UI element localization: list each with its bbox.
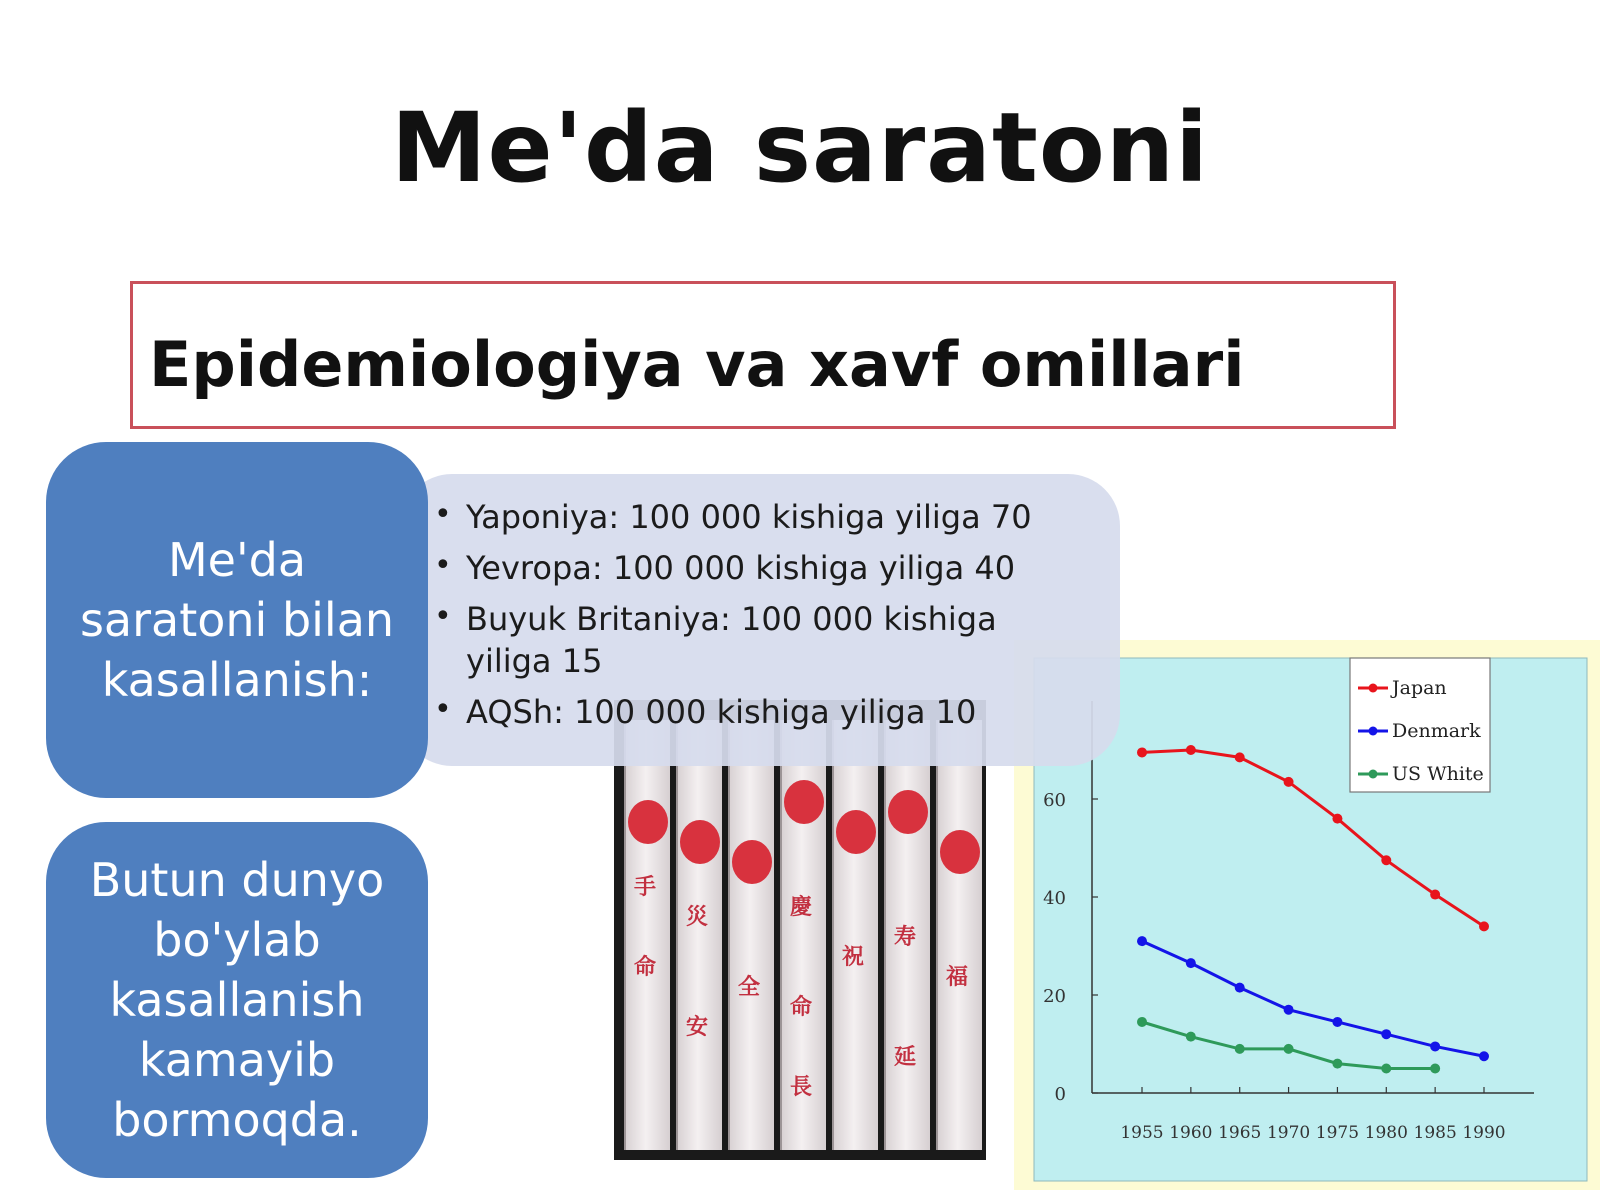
x-tick-label: 1990 bbox=[1462, 1123, 1506, 1143]
list-item: • AQSh: 100 000 kishiga yiliga 10 bbox=[430, 691, 1090, 733]
x-tick-label: 1980 bbox=[1364, 1123, 1408, 1143]
chart-plot-area bbox=[1034, 658, 1587, 1181]
incidence-list bbox=[430, 496, 1090, 742]
data-point bbox=[1186, 1032, 1196, 1042]
banner-image: 全 bbox=[728, 720, 774, 1150]
data-point bbox=[1479, 1051, 1489, 1061]
banner-image: 手 命 bbox=[624, 720, 670, 1150]
x-tick-label: 1960 bbox=[1169, 1123, 1213, 1143]
data-point bbox=[1137, 1017, 1147, 1027]
subtitle-box bbox=[130, 281, 1396, 429]
data-point bbox=[1186, 958, 1196, 968]
data-point bbox=[1479, 921, 1489, 931]
data-point bbox=[1137, 936, 1147, 946]
list-item: • Yevropa: 100 000 kishiga yiliga 40 bbox=[430, 547, 1090, 589]
x-tick-label: 1965 bbox=[1218, 1123, 1262, 1143]
x-tick-label: 1955 bbox=[1120, 1123, 1164, 1143]
legend-swatch-marker bbox=[1369, 770, 1378, 779]
banner-image: 祝 bbox=[832, 720, 878, 1150]
data-point bbox=[1430, 890, 1440, 900]
subtitle-text: Epidemiologiya va xavf omillari bbox=[149, 328, 1245, 401]
decline-label: Butun dunyo bo'ylab kasallanish kamayib bormoqda. bbox=[89, 853, 385, 1147]
data-point bbox=[1235, 752, 1245, 762]
data-point bbox=[1235, 1044, 1245, 1054]
legend-label: Denmark bbox=[1392, 720, 1481, 742]
data-point bbox=[1137, 747, 1147, 757]
y-tick-label: 40 bbox=[1043, 888, 1066, 909]
banner-image: 福 bbox=[936, 720, 982, 1150]
incidence-label-box bbox=[46, 442, 428, 798]
data-point bbox=[1381, 855, 1391, 865]
y-tick-label: 60 bbox=[1043, 790, 1066, 811]
data-point bbox=[1235, 983, 1245, 993]
data-point bbox=[1381, 1029, 1391, 1039]
banner-image: 慶 命 長 bbox=[780, 720, 826, 1150]
data-point bbox=[1284, 1044, 1294, 1054]
legend-label: US White bbox=[1392, 763, 1484, 785]
data-point bbox=[1186, 745, 1196, 755]
x-tick-label: 1975 bbox=[1315, 1123, 1360, 1143]
y-tick-label: 0 bbox=[1054, 1084, 1066, 1105]
data-point bbox=[1332, 1059, 1342, 1069]
data-point bbox=[1430, 1041, 1440, 1051]
banners-photo bbox=[614, 700, 986, 1160]
decline-label-box bbox=[46, 822, 428, 1178]
legend-label: Japan bbox=[1392, 677, 1447, 699]
x-tick-label: 1985 bbox=[1413, 1123, 1457, 1143]
slide-title: Me'da saratoni bbox=[390, 92, 1210, 204]
y-tick-label: 20 bbox=[1043, 986, 1066, 1007]
data-point bbox=[1284, 777, 1294, 787]
incidence-label: Me'da saratoni bilan kasallanish: bbox=[79, 533, 395, 707]
legend-swatch-marker bbox=[1369, 684, 1378, 693]
legend-swatch-marker bbox=[1369, 727, 1378, 736]
data-point bbox=[1332, 1017, 1342, 1027]
data-point bbox=[1332, 814, 1342, 824]
x-tick-label: 1970 bbox=[1266, 1123, 1311, 1143]
data-point bbox=[1284, 1005, 1294, 1015]
banner-image: 災 安 bbox=[676, 720, 722, 1150]
list-item: • Buyuk Britaniya: 100 000 kishiga yiliga 15 bbox=[430, 598, 1090, 682]
list-item: • Yaponiya: 100 000 kishiga yiliga 70 bbox=[430, 496, 1090, 538]
banner-image: 寿 延 bbox=[884, 720, 930, 1150]
data-point bbox=[1430, 1064, 1440, 1074]
incidence-rates-panel bbox=[400, 474, 1120, 766]
data-point bbox=[1381, 1064, 1391, 1074]
